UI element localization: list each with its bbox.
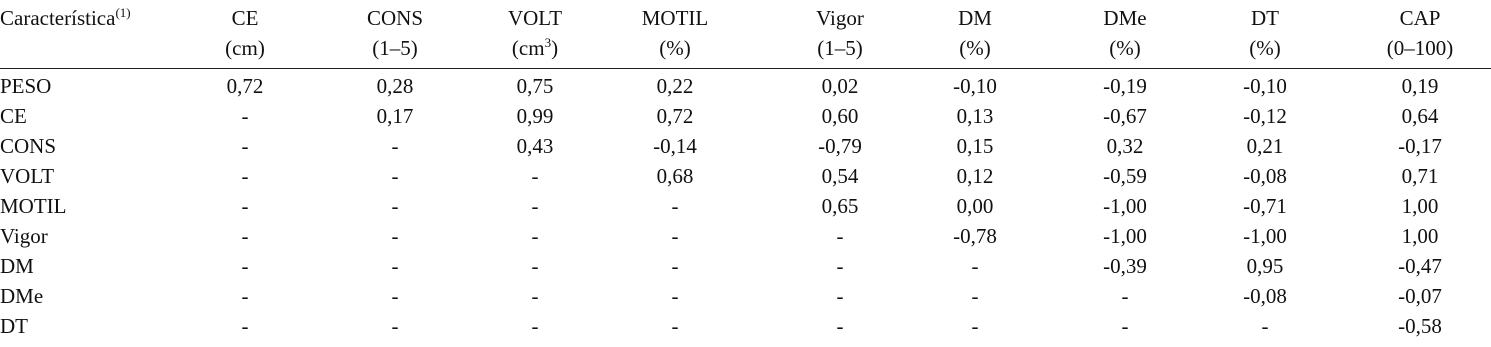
table-row [0,161,1491,191]
table-cell: 0,17 [376,104,414,128]
table-cell: 0,00 [956,194,994,218]
table-cell: -0,07 [1398,284,1442,308]
header-col-unit [795,33,885,63]
table-row [0,281,1491,311]
header-col-unit [200,33,290,63]
header-row-names [0,3,1491,33]
table-cell: - [241,254,249,278]
unit-text: (cm) [225,36,265,60]
header-col-name: DM [958,6,992,30]
header-col-name: DMe [1103,6,1147,30]
row-label: PESO [0,74,52,98]
unit-text: (1–5) [372,36,418,60]
header-first-label: Característica [0,6,116,30]
table-row [0,221,1491,251]
table-cell: - [241,134,249,158]
table-cell: - [671,224,679,248]
table-cell: 0,21 [1246,134,1284,158]
table-cell: - [671,284,679,308]
table-cell: -0,67 [1103,104,1147,128]
table-cell: - [241,284,249,308]
row-label: Vigor [0,224,48,248]
table-cell: - [241,164,249,188]
table-cell: 0,72 [656,104,694,128]
table-cell: -0,17 [1398,134,1442,158]
table-cell: 0,43 [516,134,554,158]
header-row-units [0,33,1491,63]
unit-text: (1–5) [817,36,863,60]
table-cell: 0,13 [956,104,994,128]
header-col-unit [1365,33,1475,63]
table-cell: - [531,284,539,308]
table-cell: -0,14 [653,134,697,158]
table-cell: -0,10 [1243,74,1287,98]
header-first-cell [0,3,131,33]
header-col-name: CAP [1399,6,1441,30]
table-cell: 0,72 [226,74,264,98]
table-cell: -0,19 [1103,74,1147,98]
table-cell: -0,71 [1243,194,1287,218]
table-cell: 0,32 [1106,134,1144,158]
table-cell: 0,22 [656,74,694,98]
table-row [0,71,1491,101]
unit-text: (%) [1109,36,1141,60]
table-cell: - [1121,284,1129,308]
table-cell: - [241,104,249,128]
table-cell: 0,60 [821,104,859,128]
row-label: MOTIL [0,194,67,218]
table-cell: - [391,254,399,278]
table-cell: -1,00 [1243,224,1287,248]
table-cell: - [531,164,539,188]
table-row [0,191,1491,221]
row-label: VOLT [0,164,55,188]
table-cell: - [391,284,399,308]
table-cell: -0,58 [1398,314,1442,338]
row-label: DT [0,314,28,338]
table-cell: -0,10 [953,74,997,98]
row-label: DMe [0,284,44,308]
table-cell: 0,68 [656,164,694,188]
header-col-name: CE [231,6,259,30]
header-col-unit [1075,33,1175,63]
table-cell: - [1261,314,1269,338]
table-cell: 0,95 [1246,254,1284,278]
table-cell: 0,28 [376,74,414,98]
table-cell: - [391,224,399,248]
header-col-name: MOTIL [641,6,709,30]
table-cell: 1,00 [1401,224,1439,248]
table-cell: - [531,254,539,278]
table-cell: -0,08 [1243,284,1287,308]
table-cell: 0,71 [1401,164,1439,188]
table-cell: 0,02 [821,74,859,98]
table-cell: -0,78 [953,224,997,248]
table-cell: - [241,224,249,248]
table-cell: - [391,194,399,218]
header-col-name: VOLT [507,6,563,30]
table-cell: - [531,224,539,248]
table-row [0,131,1491,161]
header-col-unit [490,33,580,63]
unit-text: (%) [659,36,691,60]
unit-text: (0–100) [1386,36,1454,60]
header-first-footnote: (1) [115,5,131,20]
table-cell: - [971,254,979,278]
header-col-unit [1220,33,1310,63]
row-label: CE [0,104,27,128]
table-cell: - [671,194,679,218]
header-col-unit [930,33,1020,63]
unit-text: (%) [1249,36,1281,60]
table-cell: -0,79 [818,134,862,158]
table-cell: 0,12 [956,164,994,188]
table-cell: 0,19 [1401,74,1439,98]
table-cell: 0,54 [821,164,859,188]
table-cell: 0,75 [516,74,554,98]
table-cell: 0,15 [956,134,994,158]
table-cell: 0,64 [1401,104,1439,128]
table-row [0,251,1491,281]
unit-superscript: 3 [544,35,552,50]
table-cell: - [836,224,844,248]
table-cell: - [391,134,399,158]
header-col-name: Vigor [816,6,864,30]
table-cell: -0,47 [1398,254,1442,278]
header-col-name: CONS [366,6,424,30]
header-divider [0,68,1491,69]
table-cell: - [241,194,249,218]
table-cell: 0,99 [516,104,554,128]
header-col-unit [340,33,450,63]
table-cell: -0,12 [1243,104,1287,128]
table-cell: - [391,314,399,338]
table-cell: - [671,314,679,338]
table-cell: -0,39 [1103,254,1147,278]
row-label: CONS [0,134,57,158]
row-label: DM [0,254,34,278]
table-cell: - [836,254,844,278]
table-cell: -0,59 [1103,164,1147,188]
table-cell: - [1121,314,1129,338]
table-cell: - [971,284,979,308]
header-col-unit [620,33,730,63]
table-row [0,311,1491,341]
unit-text-end: ) [551,36,559,60]
header-col-name: DT [1251,6,1279,30]
table-cell: -1,00 [1103,224,1147,248]
table-cell: - [836,284,844,308]
table-cell: 0,65 [821,194,859,218]
table-cell: - [531,194,539,218]
table-cell: - [671,254,679,278]
unit-text: (cm [511,36,545,60]
table-cell: -1,00 [1103,194,1147,218]
table-cell: 1,00 [1401,194,1439,218]
table-row [0,101,1491,131]
unit-text: (%) [959,36,991,60]
table-cell: - [391,164,399,188]
table-cell: - [971,314,979,338]
table-cell: -0,08 [1243,164,1287,188]
table-cell: - [241,314,249,338]
table-cell: - [531,314,539,338]
table-cell: - [836,314,844,338]
